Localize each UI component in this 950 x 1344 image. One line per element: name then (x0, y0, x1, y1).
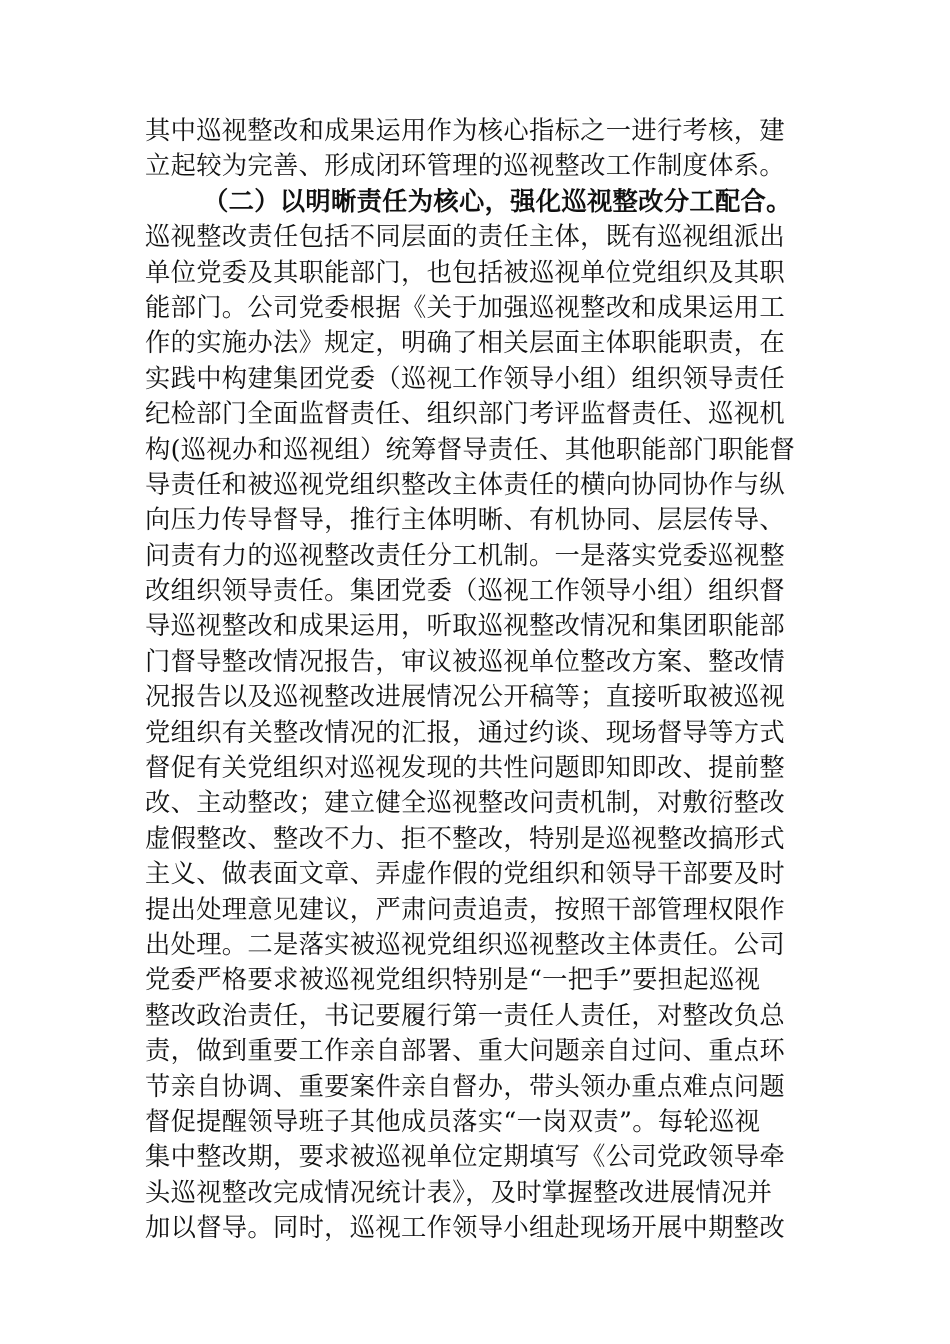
text-line: 头巡视整改完成情况统计表》，及时掌握整改进展情况并 (145, 1177, 773, 1207)
text-line: 门督导整改情况报告，审议被巡视单位整改方案、整改情 (145, 646, 785, 676)
text-line: 导责任和被巡视党组织整改主体责任的横向协同协作与纵 (145, 469, 785, 499)
text-line: 整改政治责任，书记要履行第一责任人责任，对整改负总 (145, 1000, 785, 1030)
text-line: 作的实施办法》规定，明确了相关层面主体职能职责，在 (145, 328, 785, 358)
text-line: 督促有关党组织对巡视发现的共性问题即知即改、提前整 (145, 753, 785, 783)
text-line: 向压力传导督导，推行主体明晰、有机协同、层层传导、 (145, 505, 785, 535)
section-heading: （二）以明晰责任为核心，强化巡视整改分工配合。 (203, 185, 792, 216)
text-line: 集中整改期，要求被巡视单位定期填写《公司党政领导牵 (145, 1142, 785, 1172)
text-line: 实践中构建集团党委（巡视工作领导小组）组织领导责任 (145, 363, 785, 393)
text-line: 虚假整改、整改不力、拒不整改，特别是巡视整改搞形式 (145, 823, 785, 853)
body-text (145, 113, 805, 1246)
text-line: 其中巡视整改和成果运用作为核心指标之一进行考核，建 (145, 116, 785, 145)
text-line: 党组织有关整改情况的汇报，通过约谈、现场督导等方式 (145, 717, 785, 747)
text-line: 况报告以及巡视整改进展情况公开稿等；直接听取被巡视 (145, 682, 785, 712)
text-line: 纪检部门全面监督责任、组织部门考评监督责任、巡视机 (145, 399, 785, 429)
text-line: 构(巡视办和巡视组）统筹督导责任、其他职能部门职能督 (145, 434, 796, 464)
text-line: 单位党委及其职能部门，也包括被巡视单位党组织及其职 (145, 257, 785, 287)
text-line: 巡视整改责任包括不同层面的责任主体，既有巡视组派出 (145, 222, 785, 252)
text-line: 出处理。二是落实被巡视党组织巡视整改主体责任。公司 (145, 929, 785, 959)
text-line: 能部门。公司党委根据《关于加强巡视整改和成果运用工 (145, 292, 785, 322)
text-line: 提出处理意见建议，严肃问责追责，按照干部管理权限作 (145, 894, 785, 924)
text-line: 改、主动整改；建立健全巡视整改问责机制，对敷衍整改 (145, 788, 785, 818)
text-line: 党委严格要求被巡视党组织特别是“一把手”要担起巡视 (145, 965, 761, 995)
text-line: 责，做到重要工作亲自部署、重大问题亲自过问、重点环 (145, 1036, 785, 1066)
text-line: 加以督导。同时，巡视工作领导小组赴现场开展中期整改 (145, 1213, 785, 1243)
text-line: 立起较为完善、形成闭环管理的巡视整改工作制度体系。 (145, 151, 785, 181)
text-line: 督促提醒领导班子其他成员落实“一岗双责”。每轮巡视 (145, 1106, 761, 1136)
text-line: 导巡视整改和成果运用，听取巡视整改情况和集团职能部 (145, 611, 785, 641)
text-line: 主义、做表面文章、弄虚作假的党组织和领导干部要及时 (145, 859, 785, 889)
text-line: 节亲自协调、重要案件亲自督办，带头领办重点难点问题 (145, 1071, 785, 1101)
text-line: 问责有力的巡视整改责任分工机制。一是落实党委巡视整 (145, 540, 785, 570)
text-line: 改组织领导责任。集团党委（巡视工作领导小组）组织督 (145, 576, 785, 606)
